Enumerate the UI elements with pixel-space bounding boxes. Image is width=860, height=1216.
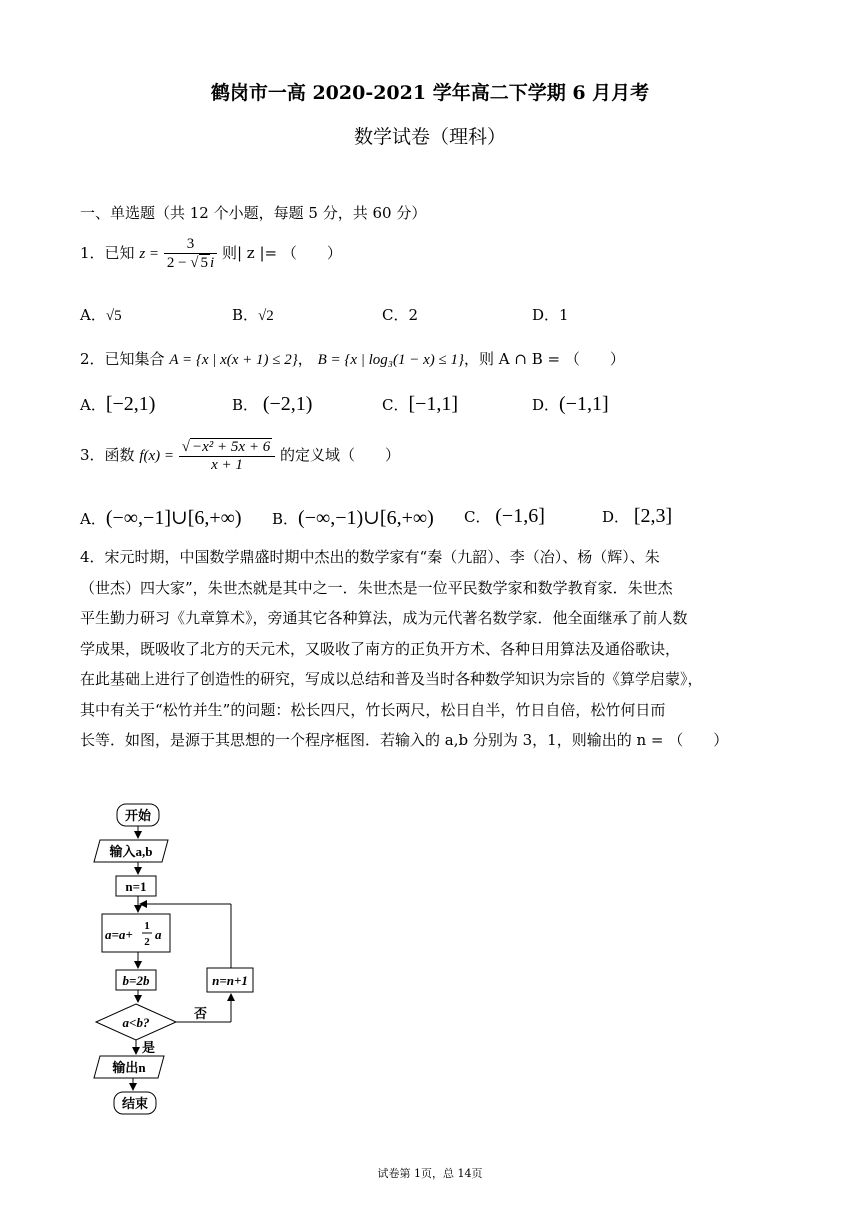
q1-den-a: 2 − bbox=[166, 255, 187, 271]
q4-line: 长等．如图，是源于其思想的一个程序框图．若输入的 a,b 分别为 3，1，则输出的 n = （ ） bbox=[80, 731, 729, 749]
flow-no-label: 否 bbox=[194, 1006, 208, 1021]
flow-start-label: 开始 bbox=[124, 808, 152, 823]
page-subtitle: 数学试卷（理科） bbox=[353, 126, 506, 148]
q1-denominator: 2 − √ 5 i bbox=[166, 255, 215, 271]
page-footer: 试卷第 1页，总 14页 bbox=[377, 1167, 483, 1180]
flow-input-label: 输入a,b bbox=[109, 844, 153, 859]
page-title: 鹤岗市一高 2020-2021 学年高二下学期 6 月月考 bbox=[210, 82, 650, 104]
flow-increment-label: n=n+1 bbox=[212, 973, 248, 988]
q3-tail: 的定义域（ ） bbox=[280, 446, 401, 464]
q4-line: 4．宋元时期，中国数学鼎盛时期中杰出的数学家有“秦（九韶）、李（冶）、杨（辉）、朱 bbox=[80, 548, 660, 566]
q1-option-c: C．2 bbox=[382, 306, 419, 324]
question-3 bbox=[80, 438, 400, 474]
q4-line: 在此基础上进行了创造性的研究，写成以总结和普及当时各种数学知识为宗旨的《算学启蒙》， bbox=[80, 670, 703, 688]
flow-update-b-label: b=2b bbox=[122, 973, 150, 988]
q3-fx: f(x) = bbox=[139, 448, 175, 464]
q4-line: （世杰）四大家”，朱世杰就是其中之一．朱世杰是一位平民数学家和数学教育家．朱世杰 bbox=[80, 578, 673, 597]
flow-update-a-right: a bbox=[155, 927, 162, 942]
q1-option-d: D．1 bbox=[532, 306, 569, 324]
q1-option-a: A．√5 bbox=[80, 306, 122, 324]
q3-fraction bbox=[179, 438, 275, 474]
flow-output-label: 输出n bbox=[112, 1060, 146, 1075]
q2-set-b: B = {x | log₃(1 − x) ≤ 1} bbox=[317, 352, 465, 368]
q3-option-a: A．(−∞,−1]∪[6,+∞) bbox=[80, 507, 242, 529]
q1-option-b: B．√2 bbox=[232, 306, 274, 324]
q2-stem: 2．已知集合 bbox=[80, 350, 165, 368]
q4-line: 学成果，既吸收了北方的天元术，又吸收了南方的正负开方术、各种日用算法及通俗歌诀， bbox=[80, 639, 681, 658]
q1-fraction bbox=[164, 236, 217, 272]
flow-decision-label: a<b? bbox=[122, 1015, 150, 1030]
q4-line: 其中有关于“松竹并生”的问题：松长四尺，竹长两尺，松日自半，竹日自倍，松竹何日而 bbox=[80, 700, 666, 719]
flowchart bbox=[88, 796, 258, 1122]
q2-option-a: A．[−2,1) bbox=[80, 393, 156, 415]
question-4 bbox=[80, 542, 780, 756]
section-heading: 一、单选题（共 12 个小题，每题 5 分，共 60 分） bbox=[80, 204, 427, 222]
q2-set-a: A = {x | x(x + 1) ≤ 2} bbox=[169, 352, 298, 368]
q3-stem: 3．函数 bbox=[80, 446, 135, 464]
q1-suffix: 则| z |= （ ） bbox=[221, 244, 342, 262]
flow-init-label: n=1 bbox=[125, 879, 147, 894]
q1-lhs: z = bbox=[139, 246, 160, 262]
q4-line: 平生勤力研习《九章算术》，旁通其它各种算法，成为元代著名数学家．他全面继承了前人数 bbox=[80, 609, 688, 627]
q2-option-b: B． (−2,1) bbox=[232, 393, 313, 415]
flow-update-a-left: a=a+ bbox=[105, 927, 133, 942]
q3-numerator: √ −x² + 5x + 6 bbox=[179, 438, 275, 457]
question-1 bbox=[80, 236, 342, 272]
q1-numerator: 3 bbox=[164, 236, 217, 254]
q3-option-d: D． [2,3] bbox=[602, 505, 673, 527]
q2-tail: ，则 A ∩ B = （ ） bbox=[464, 350, 625, 368]
q2-option-c: C．[−1,1] bbox=[382, 393, 459, 415]
q2-separator: ， bbox=[297, 350, 313, 368]
question-2 bbox=[80, 348, 625, 369]
q1-den-b: 5 bbox=[200, 255, 209, 271]
q3-option-b: B．(−∞,−1)∪[6,+∞) bbox=[272, 507, 434, 529]
flow-end-label: 结束 bbox=[121, 1096, 149, 1111]
flow-update-a-num: 1 bbox=[144, 920, 150, 932]
q2-option-d: D．(−1,1] bbox=[532, 393, 609, 415]
q3-option-c: C． (−1,6] bbox=[464, 505, 545, 527]
q1-den-c: i bbox=[210, 255, 215, 271]
flow-update-a-den: 2 bbox=[144, 936, 150, 948]
q3-denominator: x + 1 bbox=[211, 457, 243, 473]
q1-prefix: 1．已知 bbox=[80, 244, 135, 262]
flow-yes-label: 是 bbox=[142, 1040, 156, 1055]
